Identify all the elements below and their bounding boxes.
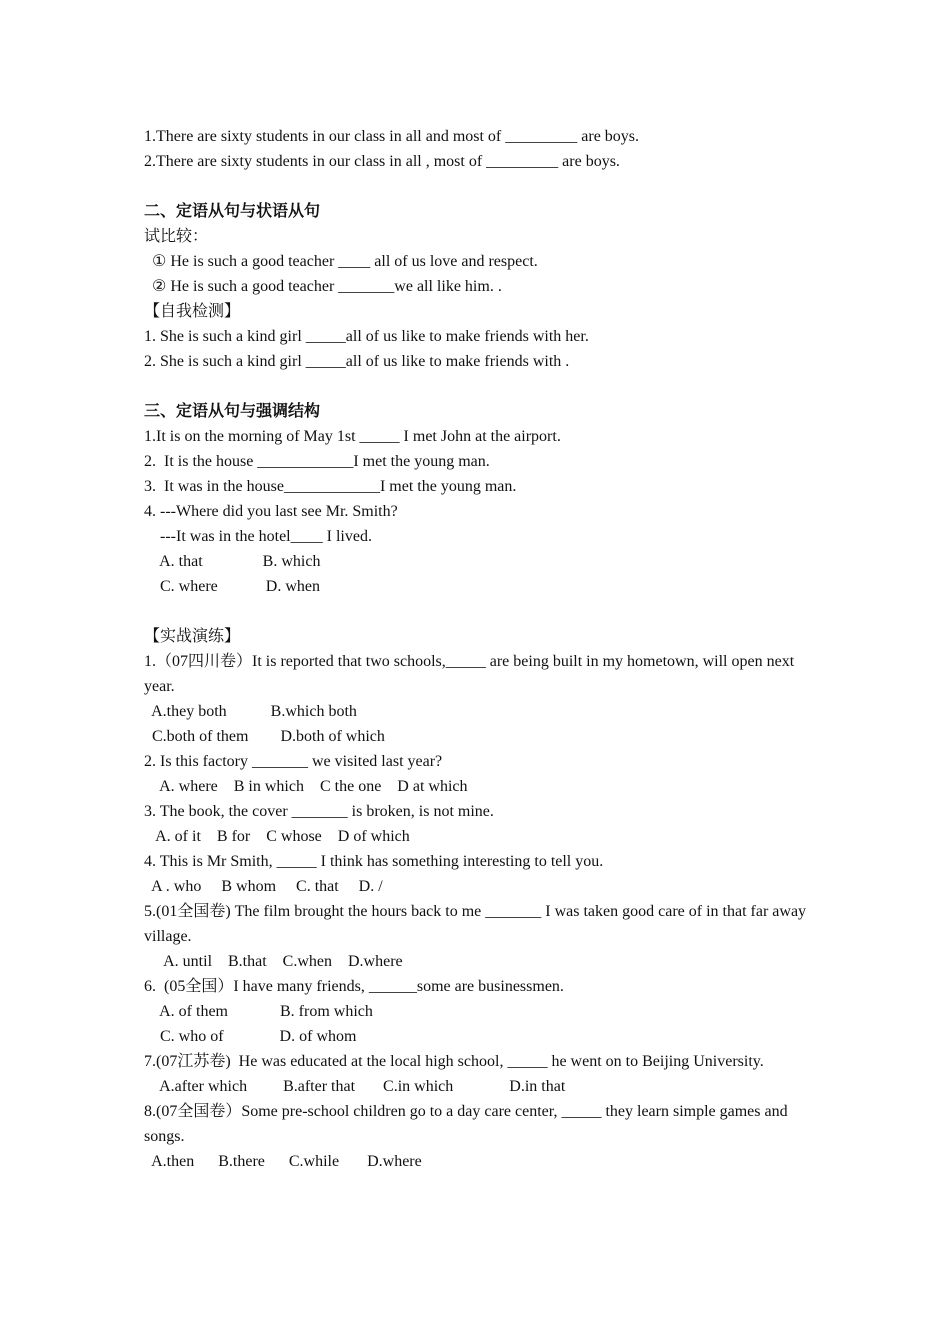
practice-q7-options: A.after which B.after that C.in which D.in that xyxy=(144,1078,566,1095)
practice-q8: 8.(07全国卷）Some pre-school children go to a day care center, _____ they learn simple games and songs. xyxy=(144,1103,792,1145)
section-3-q4-options-2: C. where D. when xyxy=(144,578,320,595)
practice-q5: 5.(01全国卷) The film brought the hours back to me _______ I was taken good care of in that far away village. xyxy=(144,903,811,945)
section-3-q2: 2. It is the house ____________I met the young man. xyxy=(144,453,490,470)
practice-heading: 【实战演练】 xyxy=(144,628,241,645)
section-3-q3: 3. It was in the house____________I met the young man. xyxy=(144,478,517,495)
compare-item-2: ② He is such a good teacher _______we all like him. . xyxy=(144,278,502,295)
spacer xyxy=(144,374,814,399)
self-check-q1: 1. She is such a kind girl _____all of us like to make friends with her. xyxy=(144,328,589,345)
section-3-q1: 1.It is on the morning of May 1st _____ I met John at the airport. xyxy=(144,428,561,445)
practice-q1-options-2: C.both of them D.both of which xyxy=(144,728,385,745)
compare-label: 试比较： xyxy=(144,228,209,245)
self-check-heading: 【自我检测】 xyxy=(144,303,241,320)
worksheet-page xyxy=(144,124,814,1174)
practice-q4-options: A . who B whom C. that D. / xyxy=(144,878,383,895)
practice-q8-options: A.then B.there C.while D.where xyxy=(144,1153,422,1170)
practice-q3-options: A. of it B for C whose D of which xyxy=(144,828,410,845)
practice-q4: 4. This is Mr Smith, _____ I think has something interesting to tell you. xyxy=(144,853,604,870)
section-3-q4-answer: ---It was in the hotel____ I lived. xyxy=(144,528,372,545)
section-3-q4: 4. ---Where did you last see Mr. Smith? xyxy=(144,503,398,520)
intro-q2: 2.There are sixty students in our class in all , most of _________ are boys. xyxy=(144,153,620,170)
practice-q2: 2. Is this factory _______ we visited last year? xyxy=(144,753,443,770)
practice-q1: 1.（07四川卷）It is reported that two schools,_____ are being built in my hometown, will open next year. xyxy=(144,653,799,695)
section-3-q4-options-1: A. that B. which xyxy=(144,553,321,570)
section-2-heading: 二、定语从句与状语从句 xyxy=(144,203,321,220)
self-check-q2: 2. She is such a kind girl _____all of us like to make friends with . xyxy=(144,353,570,370)
practice-q1-options-1: A.they both B.which both xyxy=(144,703,357,720)
spacer xyxy=(144,599,814,624)
practice-q7: 7.(07江苏卷) He was educated at the local high school, _____ he went on to Beijing University. xyxy=(144,1053,764,1070)
compare-item-1: ① He is such a good teacher ____ all of us love and respect. xyxy=(144,253,538,270)
practice-q2-options: A. where B in which C the one D at which xyxy=(144,778,468,795)
practice-q6-options-2: C. who of D. of whom xyxy=(144,1028,357,1045)
section-3-heading: 三、定语从句与强调结构 xyxy=(144,403,321,420)
practice-q3: 3. The book, the cover _______ is broken, is not mine. xyxy=(144,803,494,820)
practice-q6-options-1: A. of them B. from which xyxy=(144,1003,373,1020)
spacer xyxy=(144,174,814,199)
practice-q5-options: A. until B.that C.when D.where xyxy=(144,953,403,970)
intro-q1: 1.There are sixty students in our class in all and most of _________ are boys. xyxy=(144,128,640,145)
practice-q6: 6. (05全国）I have many friends, ______some are businessmen. xyxy=(144,978,564,995)
